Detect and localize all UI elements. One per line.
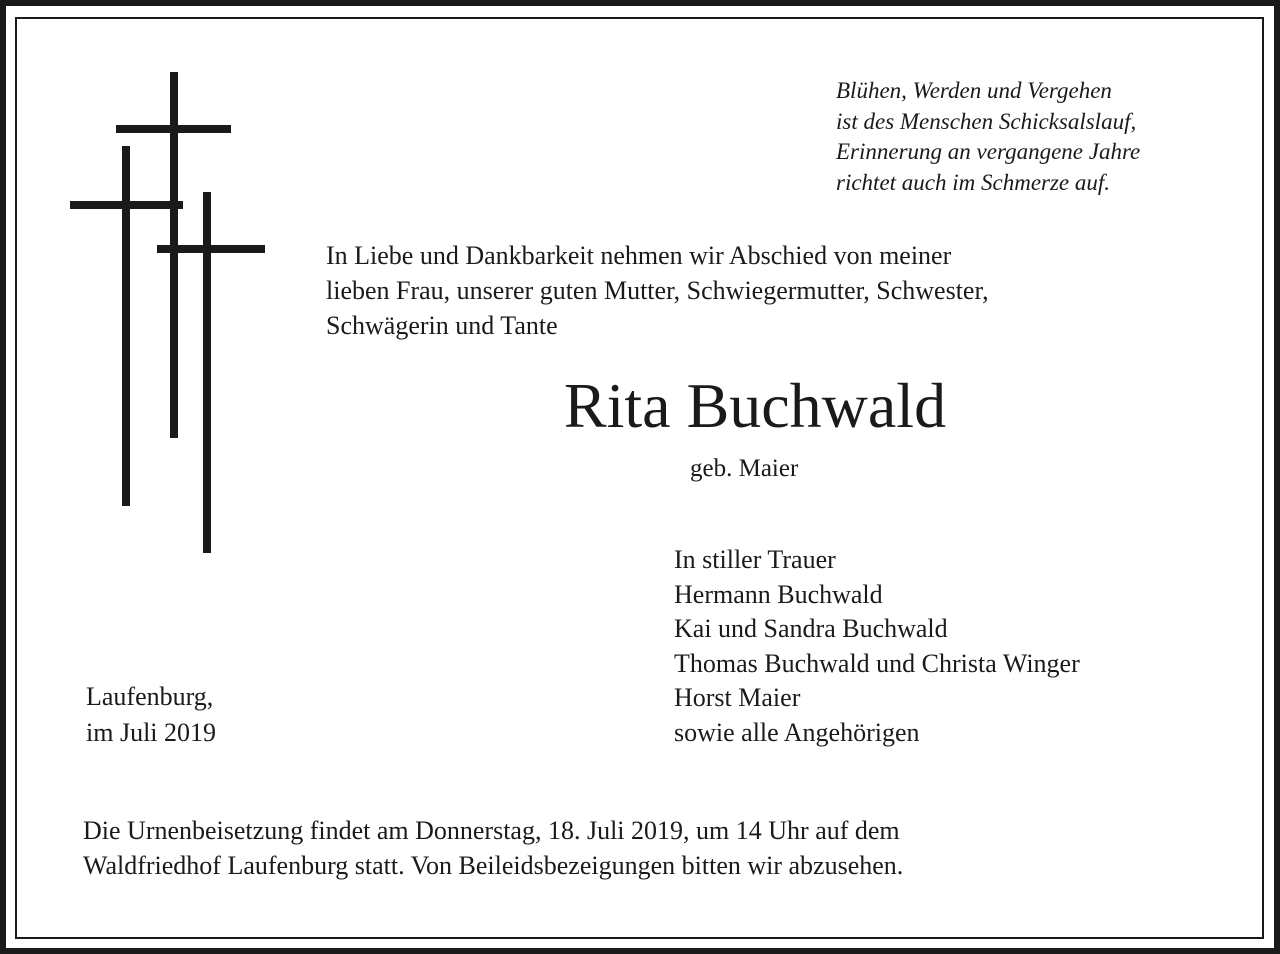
cross-right-horizontal bbox=[157, 245, 265, 253]
mourners-list bbox=[674, 543, 1080, 751]
mourners-heading: In stiller Trauer bbox=[674, 545, 836, 574]
date-line: im Juli 2019 bbox=[86, 718, 217, 747]
funeral-line: Waldfriedhof Laufenburg statt. Von Beileidsbezeigungen bitten wir abzusehen. bbox=[83, 851, 904, 880]
intro-line: In Liebe und Dankbarkeit nehmen wir Abschied von meiner bbox=[326, 241, 952, 270]
mourner-name: sowie alle Angehörigen bbox=[674, 717, 920, 747]
intro-line: lieben Frau, unserer guten Mutter, Schwiegermutter, Schwester, bbox=[326, 276, 989, 305]
poem-line: Blühen, Werden und Vergehen bbox=[836, 78, 1112, 103]
cross-left-horizontal bbox=[70, 201, 183, 209]
poem bbox=[836, 76, 1236, 198]
cross-middle-horizontal bbox=[116, 125, 231, 133]
deceased-name: Rita Buchwald bbox=[563, 370, 947, 441]
maiden-name: geb. Maier bbox=[690, 455, 799, 482]
funeral-line: Die Urnenbeisetzung findet am Donnerstag, 18. Juli 2019, um 14 Uhr auf dem bbox=[83, 816, 900, 845]
funeral-notice bbox=[83, 813, 903, 883]
farewell-intro bbox=[326, 238, 1206, 343]
mourner-name: Thomas Buchwald und Christa Winger bbox=[674, 648, 1080, 678]
place-line: Laufenburg, bbox=[86, 682, 214, 711]
poem-line: Erinnerung an vergangene Jahre bbox=[836, 139, 1141, 164]
mourner-name: Hermann Buchwald bbox=[674, 579, 883, 609]
poem-line: ist des Menschen Schicksalslauf, bbox=[836, 108, 1137, 134]
three-crosses-icon bbox=[0, 0, 280, 570]
place-and-date bbox=[86, 679, 216, 751]
cross-left-vertical bbox=[122, 146, 130, 506]
poem-line: richtet auch im Schmerze auf. bbox=[836, 169, 1111, 195]
mourner-name: Horst Maier bbox=[674, 683, 801, 713]
intro-line: Schwägerin und Tante bbox=[326, 311, 558, 340]
mourner-name: Kai und Sandra Buchwald bbox=[674, 614, 948, 644]
